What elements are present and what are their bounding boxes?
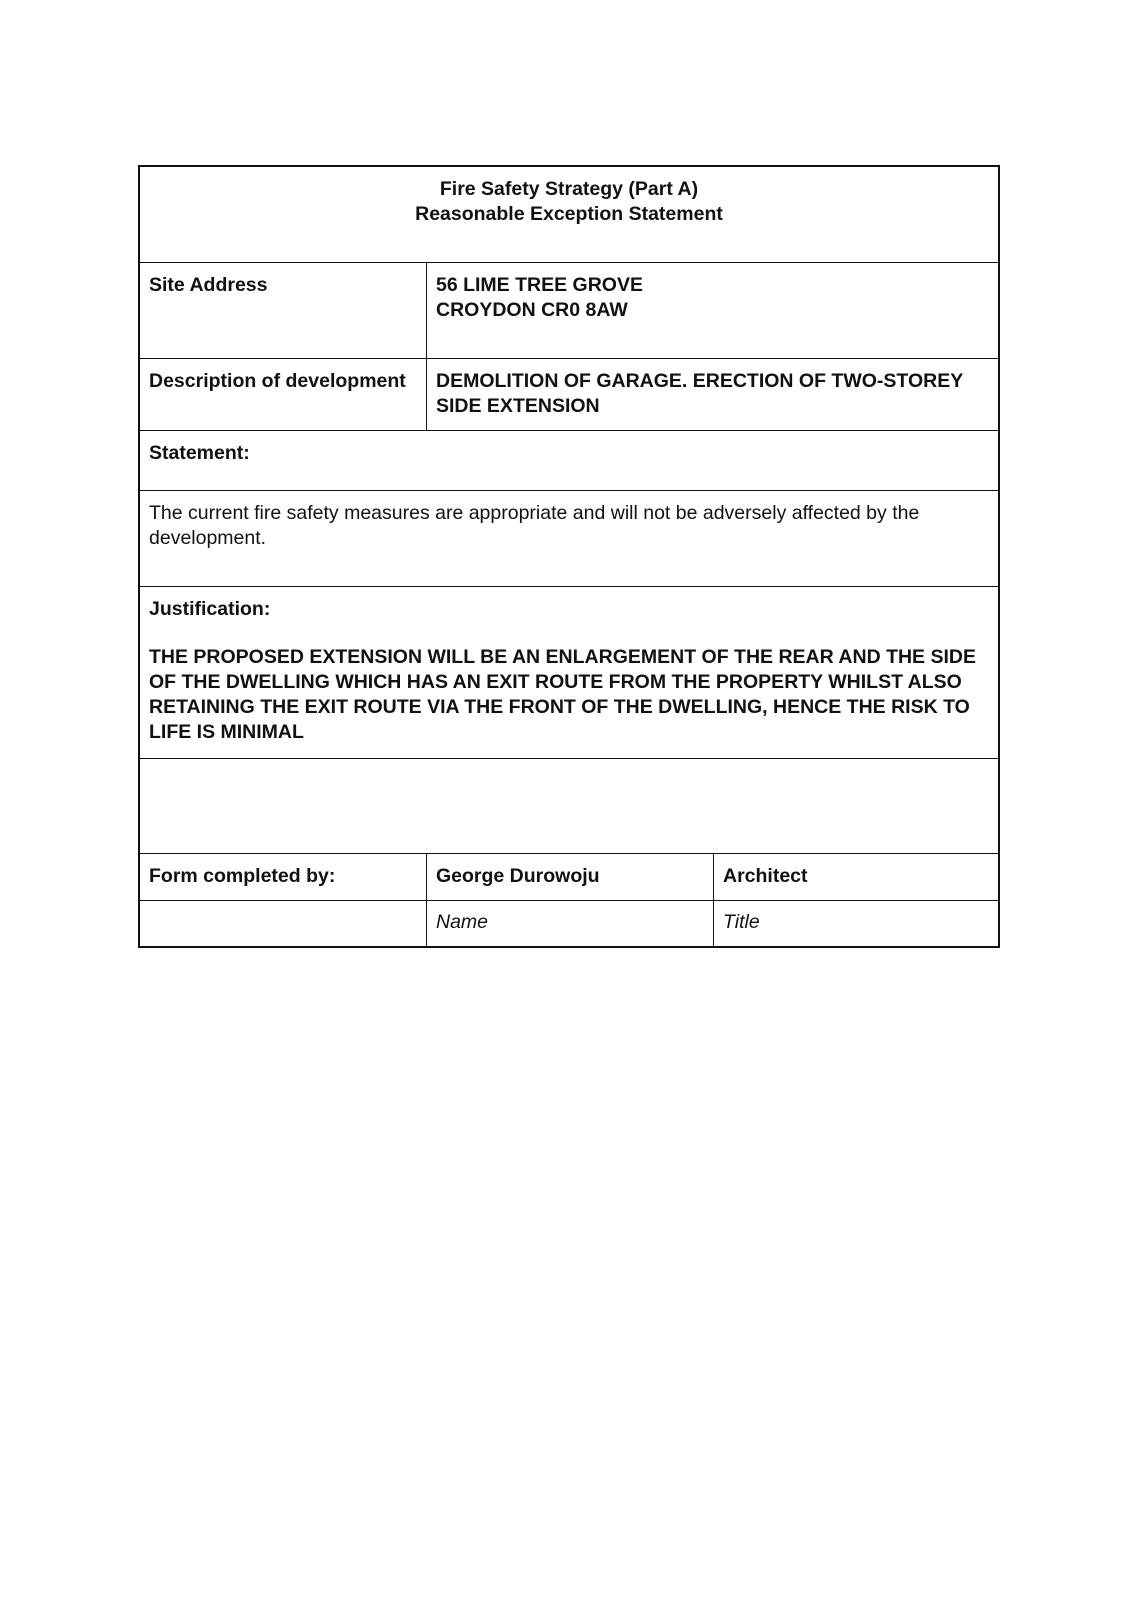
blank-row xyxy=(140,759,998,854)
site-address-label: Site Address xyxy=(140,263,427,358)
justification-label: Justification: xyxy=(149,598,271,620)
captions-row xyxy=(140,901,998,946)
fire-safety-form xyxy=(138,165,1000,948)
site-address-line2: CROYDON CR0 8AW xyxy=(436,299,628,321)
justification-row xyxy=(140,587,998,759)
form-title-line2: Reasonable Exception Statement xyxy=(415,203,723,225)
statement-header-row xyxy=(140,431,998,491)
completed-by-name: George Durowoju xyxy=(427,854,714,900)
form-title xyxy=(140,167,998,262)
title-caption: Title xyxy=(723,911,760,933)
form-title-row xyxy=(140,167,998,263)
completed-by-label: Form completed by: xyxy=(140,854,427,900)
description-value: DEMOLITION OF GARAGE. ERECTION OF TWO-STOREY SIDE EXTENSION xyxy=(436,370,963,417)
description-row xyxy=(140,359,998,431)
statement-text: The current fire safety measures are appropriate and will not be adversely affected by the development. xyxy=(149,502,920,549)
form-title-line1: Fire Safety Strategy (Part A) xyxy=(439,178,699,200)
completed-by-title: Architect xyxy=(723,865,808,887)
justification-text: THE PROPOSED EXTENSION WILL BE AN ENLARGEMENT OF THE REAR AND THE SIDE OF THE DWELLING WHICH HAS AN EXIT ROUTE FROM THE PROPERTY WHILST ALSO RETAINING THE EXIT ROUTE VIA THE FRONT OF THE DWELLING, HENCE THE RISK TO LIFE IS MINIMAL xyxy=(149,646,976,743)
caption-empty xyxy=(140,901,427,946)
description-label: Description of development xyxy=(140,359,427,430)
site-address-line1: 56 LIME TREE GROVE xyxy=(436,274,643,296)
completed-by-row xyxy=(140,854,998,901)
justification-cell xyxy=(140,587,998,758)
site-address-row xyxy=(140,263,998,359)
site-address-value xyxy=(427,263,998,358)
statement-row xyxy=(140,491,998,587)
statement-label: Statement: xyxy=(149,442,250,464)
name-caption: Name xyxy=(427,901,714,946)
